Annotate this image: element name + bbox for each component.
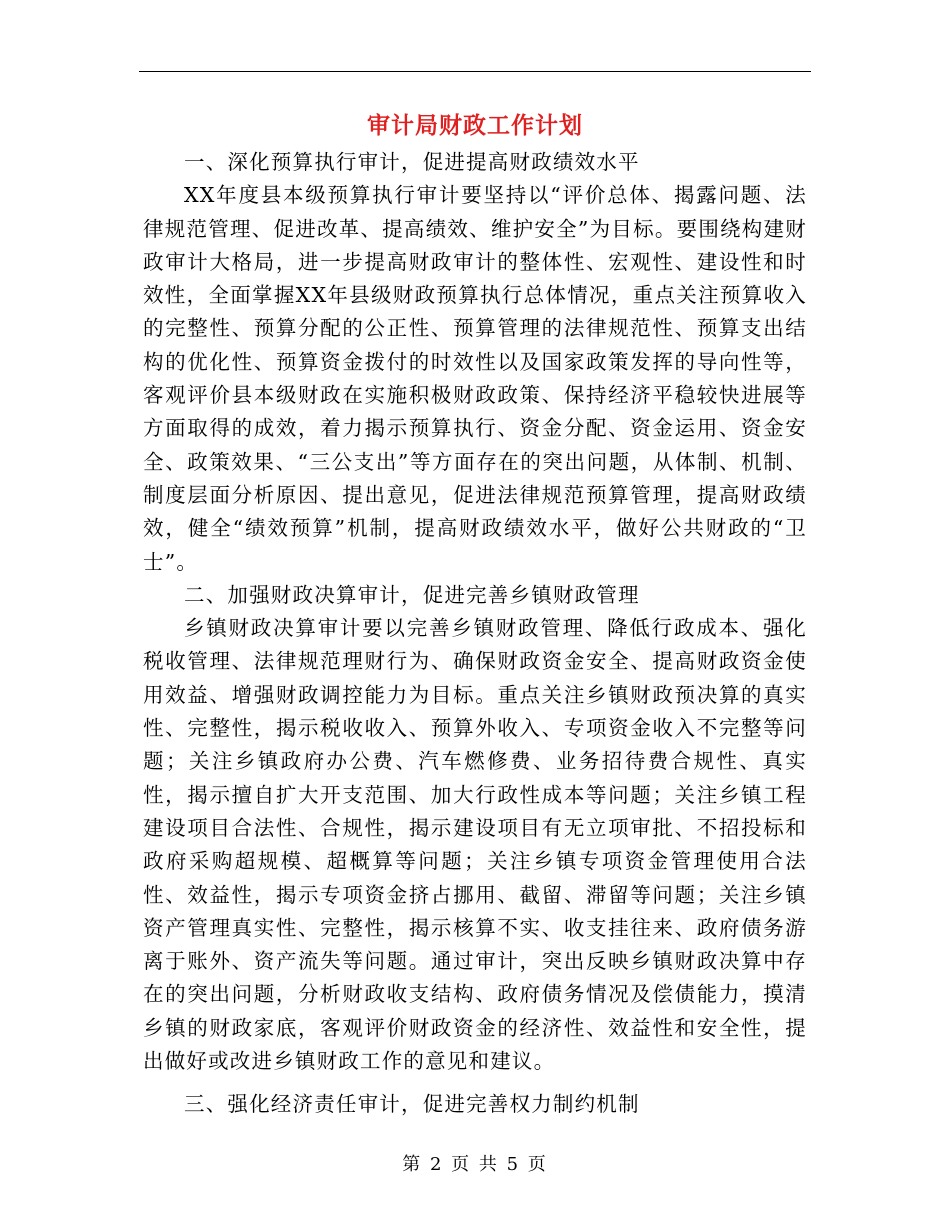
header-rule — [139, 71, 811, 72]
document-body — [143, 146, 807, 1122]
page-number-footer: 第 2 页 共 5 页 — [402, 1154, 548, 1175]
section-1-heading: 一、深化预算执行审计，促进提高财政绩效水平 — [184, 150, 640, 174]
section-2-body: 乡镇财政决算审计要以完善乡镇财政管理、降低行政成本、强化税收管理、法律规范理财行为、确保财政资金安全、提高财政资金使用效益、增强财政调控能力为目标。重点关注乡镇财政预决算的真实性、完整性，揭示税收收入、预算外收入、专项资金收入不完整等问题；关注乡镇政府办公费、汽车燃修费、业务招待费合规性、真实性，揭示擅自扩大开支范围、加大行政性成本等问题；关注乡镇工程建设项目合法性、合规性，揭示建设项目有无立项审批、不招投标和政府采购超规模、超概算等问题；关注乡镇专项资金管理使用合法性、效益性，揭示专项资金挤占挪用、截留、滞留等问题；关注乡镇资产管理真实性、完整性，揭示核算不实、收支挂往来、政府债务游离于账外、资产流失等问题。通过审计，突出反映乡镇财政决算中存在的突出问题，分析财政收支结构、政府债务情况及偿债能力，摸清乡镇的财政家底，客观评价财政资金的经济性、效益性和安全性，提出做好或改进乡镇财政工作的意见和建议。 — [143, 616, 807, 1074]
section-3-heading: 三、强化经济责任审计，促进完善权力制约机制 — [184, 1092, 640, 1117]
document-title: 审计局财政工作计划 — [367, 112, 583, 139]
section-2-heading: 二、加强财政决算审计，促进完善乡镇财政管理 — [184, 582, 640, 607]
section-1-body: XX年度县本级预算执行审计要坚持以“评价总体、揭露问题、法律规范管理、促进改革、提高绩效、维护安全”为目标。要围绕构建财政审计大格局，进一步提高财政审计的整体性、宏观性、建设性和时效性，全面掌握XX年县级财政预算执行总体情况，重点关注预算收入的完整性、预算分配的公正性、预算管理的法律规范性、预算支出结构的优化性、预算资金拨付的时效性以及国家政策发挥的导向性等，客观评价县本级财政在实施积极财政政策、保持经济平稳较快进展等方面取得的成效，着力揭示预算执行、资金分配、资金运用、资金安全、政策效果、“三公支出”等方面存在的突出问题，从体制、机制、制度层面分析原因、提出意见，促进法律规范预算管理，提高财政绩效，健全“绩效预算”机制，提高财政绩效水平，做好公共财政的“卫士”。 — [143, 183, 807, 574]
